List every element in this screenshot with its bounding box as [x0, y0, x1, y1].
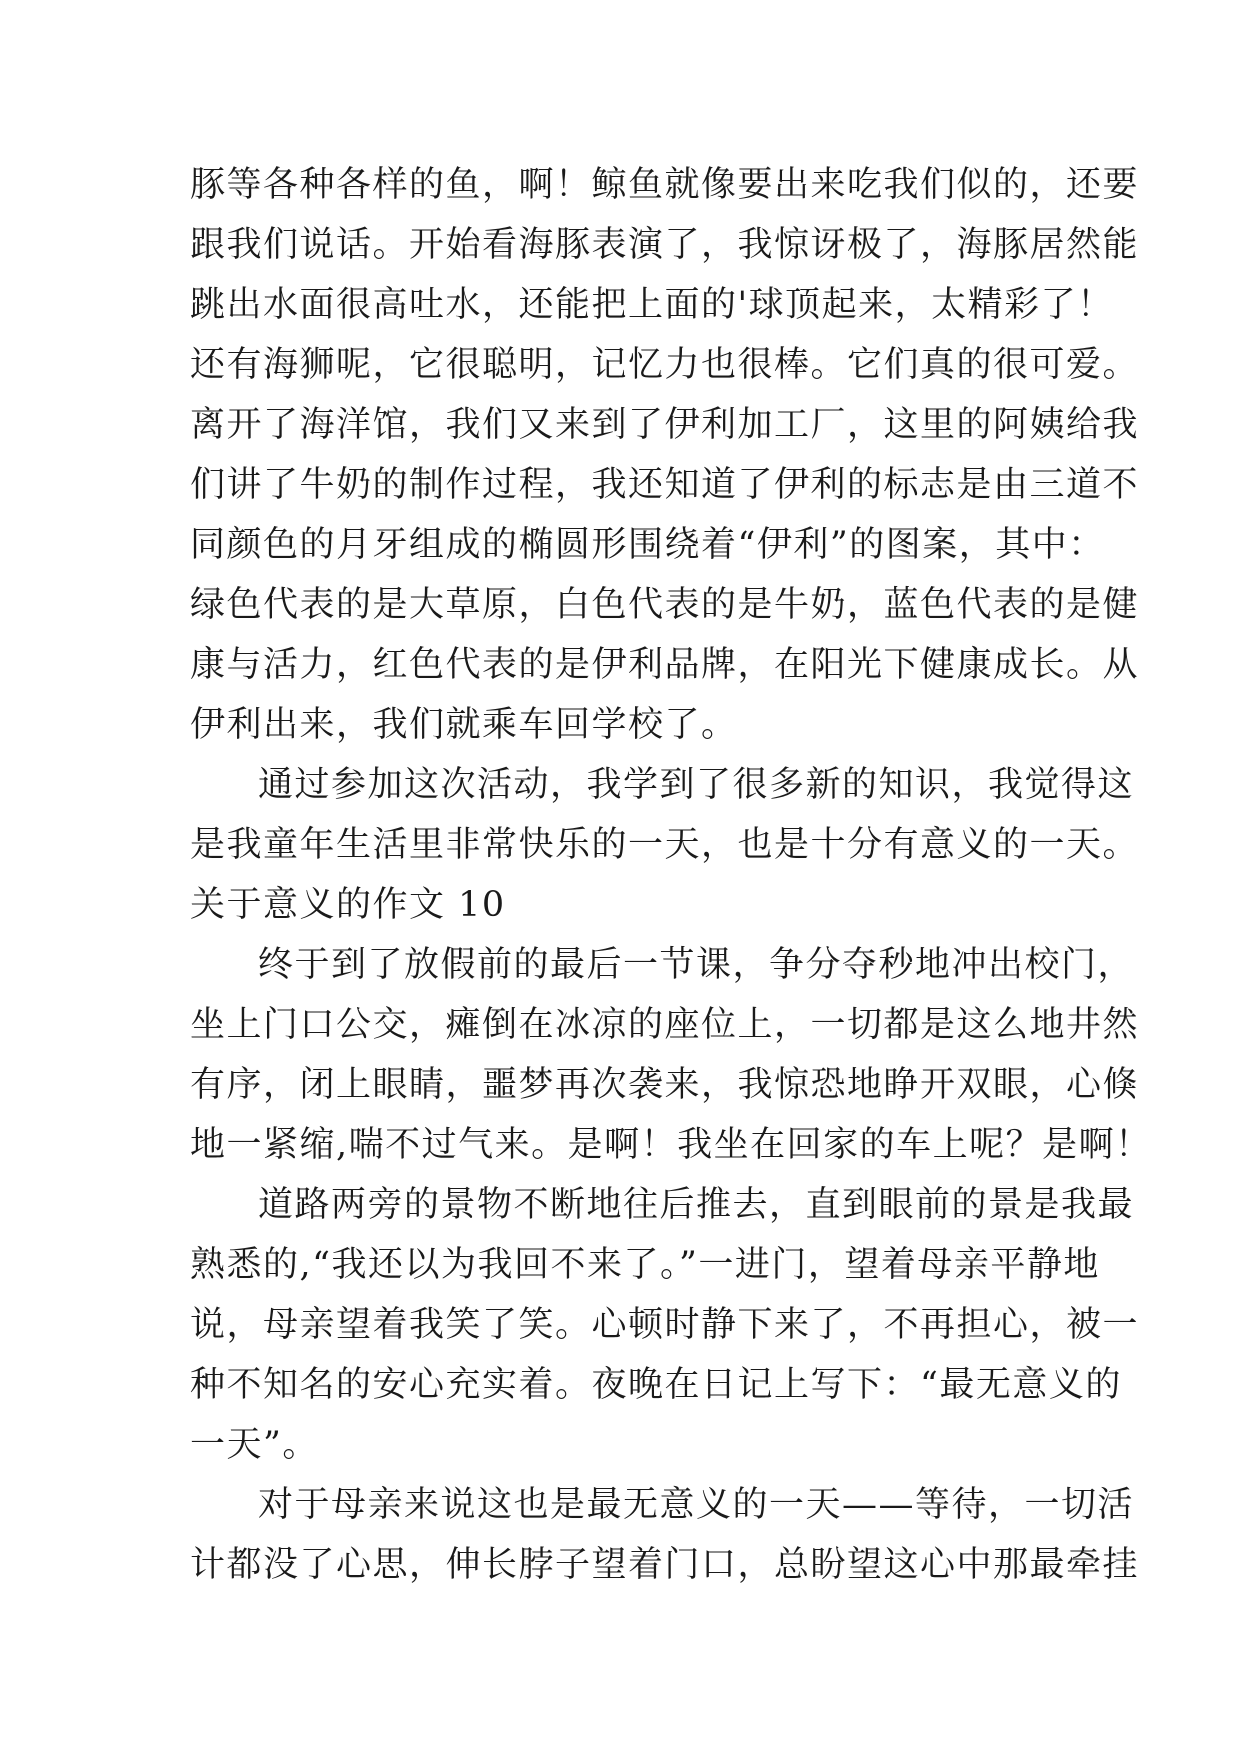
text-line: 一天”。: [190, 1425, 319, 1465]
text-line: 离开了海洋馆，我们又来到了伊利加工厂，这里的阿姨给我: [190, 405, 1140, 445]
text-line: 对于母亲来说这也是最无意义的一天——等待，一切活: [258, 1485, 1135, 1525]
text-line: 计都没了心思，伸长脖子望着门口，总盼望这心中那最牵挂: [190, 1545, 1140, 1585]
text-line: 跳出水面很高吐水，还能把上面的'球顶起来，太精彩了！: [190, 285, 1114, 325]
document-body: [190, 155, 1152, 1595]
text-line: 有序，闭上眼睛，噩梦再次袭来，我惊恐地睁开双眼，心倏: [190, 1065, 1140, 1105]
text-line: 道路两旁的景物不断地往后推去，直到眼前的景是我最: [258, 1185, 1135, 1225]
text-line: 跟我们说话。开始看海豚表演了，我惊讶极了，海豚居然能: [190, 225, 1140, 265]
text-line: 熟悉的,“我还以为我回不来了。”一进门，望着母亲平静地: [190, 1245, 1100, 1285]
text-line: 地一紧缩,喘不过气来。是啊！我坐在回家的车上呢？是啊！: [190, 1125, 1152, 1165]
text-line: 关于意义的作文 10: [190, 885, 506, 925]
text-line: 同颜色的月牙组成的椭圆形围绕着“伊利”的图案，其中：: [190, 525, 1105, 565]
text-line: 种不知名的安心充实着。夜晚在日记上写下：“最无意义的: [190, 1365, 1122, 1405]
text-line: 伊利出来，我们就乘车回学校了。: [190, 705, 738, 745]
text-line: 说，母亲望着我笑了笑。心顿时静下来了，不再担心，被一: [190, 1305, 1140, 1345]
text-line: 们讲了牛奶的制作过程，我还知道了伊利的标志是由三道不: [190, 465, 1140, 505]
text-line: 终于到了放假前的最后一节课，争分夺秒地冲出校门，: [258, 945, 1135, 985]
text-line: 豚等各种各样的鱼，啊！鲸鱼就像要出来吃我们似的，还要: [190, 165, 1140, 205]
text-line: 通过参加这次活动，我学到了很多新的知识，我觉得这: [258, 765, 1135, 805]
text-line: 是我童年生活里非常快乐的一天，也是十分有意义的一天。: [190, 825, 1140, 865]
text-line: 绿色代表的是大草原，白色代表的是牛奶，蓝色代表的是健: [190, 585, 1140, 625]
text-line: 坐上门口公交，瘫倒在冰凉的座位上，一切都是这么地井然: [190, 1005, 1140, 1045]
text-line: 康与活力，红色代表的是伊利品牌，在阳光下健康成长。从: [190, 645, 1140, 685]
text-line: 还有海狮呢，它很聪明，记忆力也很棒。它们真的很可爱。: [190, 345, 1140, 385]
